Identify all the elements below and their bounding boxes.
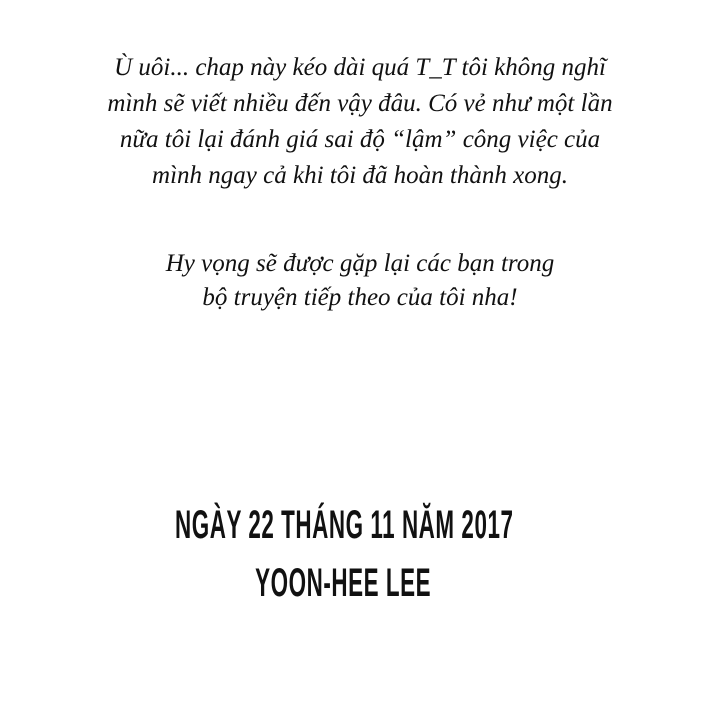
signature-author: [0, 561, 703, 606]
farewell-line: bộ truyện tiếp theo của tôi nha!: [202, 284, 518, 311]
farewell-paragraph: [0, 247, 720, 315]
signature-date: [0, 503, 704, 548]
farewell-line: Hy vọng sẽ được gặp lại các bạn trong: [165, 250, 555, 277]
date-text: NGÀY 22 THÁNG 11 NĂM 2017: [174, 503, 514, 547]
author-name: YOON-HEE LEE: [254, 561, 431, 605]
note-line: mình ngay cả khi tôi đã hoàn thành xong.: [152, 162, 568, 189]
note-line: Ù uôi... chap này kéo dài quá T_T tôi không nghĩ: [114, 54, 606, 81]
note-line: nữa tôi lại đánh giá sai độ “lậm” công việc của: [119, 126, 601, 153]
note-line: mình sẽ viết nhiều đến vậy đâu. Có vẻ như một lần: [107, 90, 613, 117]
author-note-paragraph: [0, 50, 720, 194]
